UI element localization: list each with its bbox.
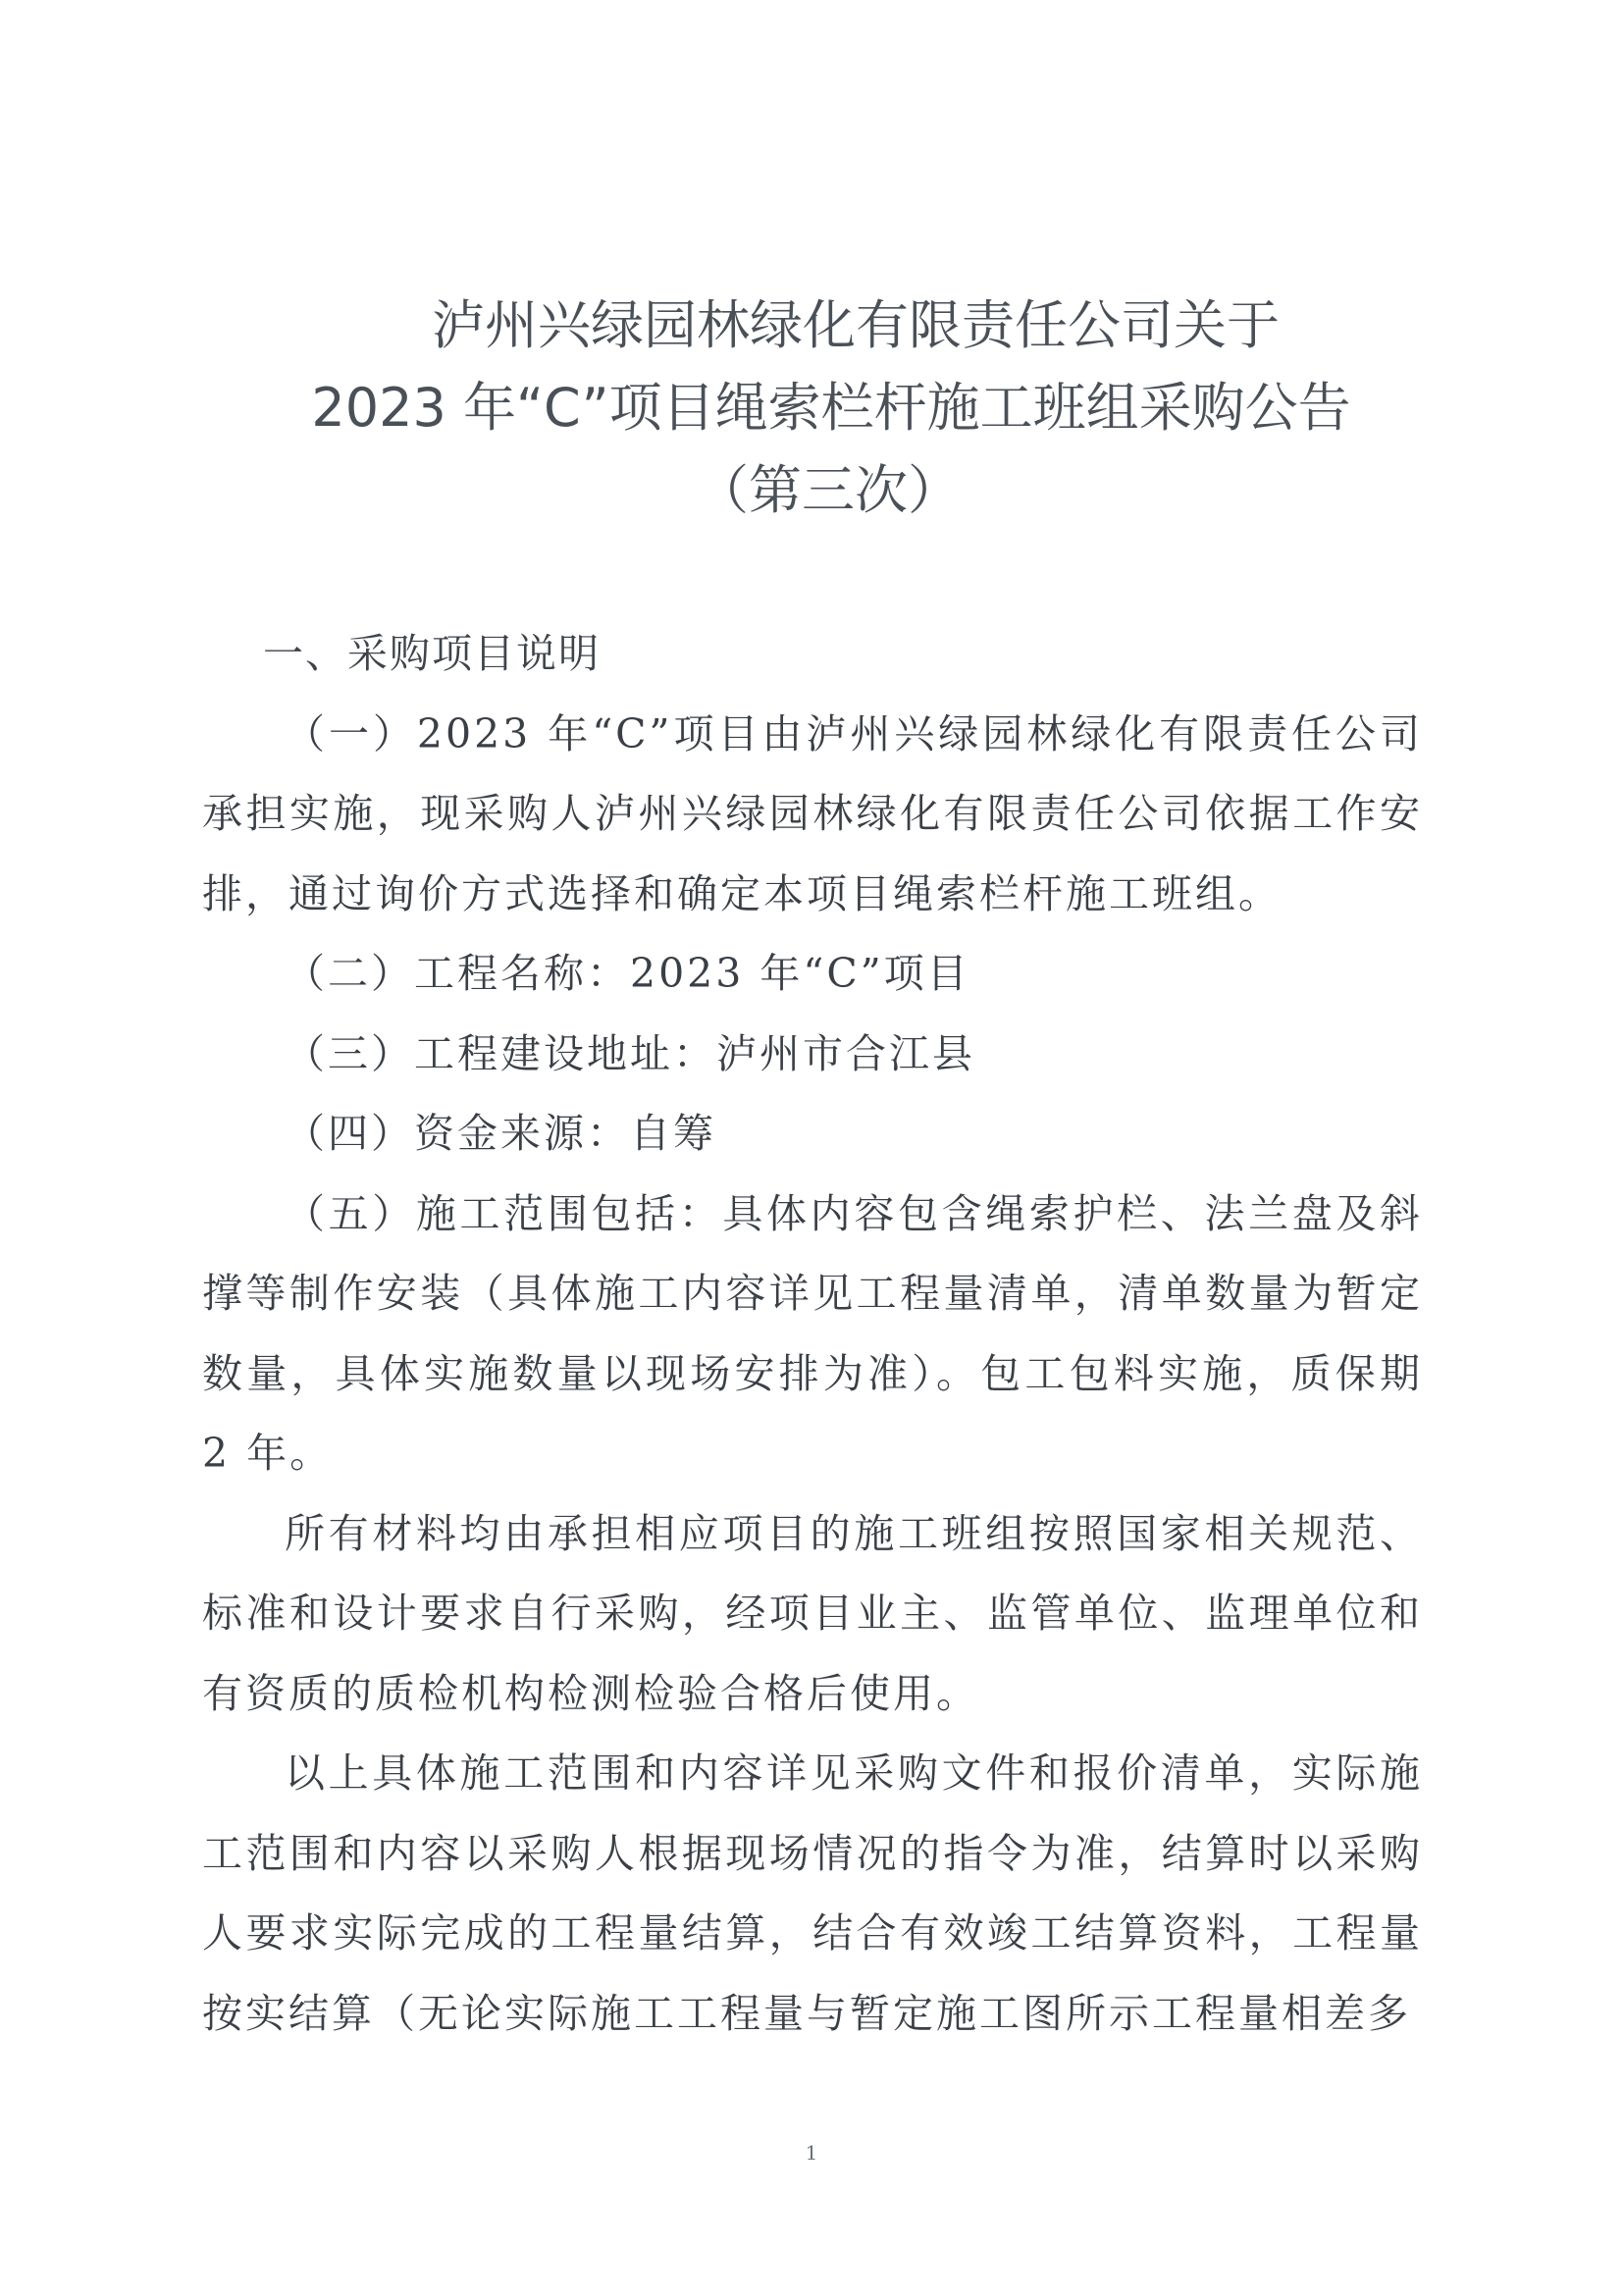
document-body (202, 614, 1423, 2054)
paragraph-project-name: （二）工程名称：2023 年“C”项目 (285, 950, 970, 997)
section-heading: 一、采购项目说明 (263, 630, 601, 677)
paragraph-item-1: （一）2023 年“C”项目由泸州兴绿园林绿化有限责任公司承担实施，现采购人泸州兴绿园林绿化有限责任公司依据工作安排，通过询价方式选择和确定本项目绳索栏杆施工班组。 (202, 709, 1423, 917)
document-title (0, 285, 1623, 532)
paragraph-materials: 所有材料均由承担相应项目的施工班组按照国家相关规范、标准和设计要求自行采购，经项目业主、监管单位、监理单位和有资质的质检机构检测检验合格后使用。 (202, 1509, 1423, 1717)
paragraph-settlement: 以上具体施工范围和内容详见采购文件和报价清单，实际施工范围和内容以采购人根据现场情况的指令为准，结算时以采购人要求实际完成的工程量结算，结合有效竣工结算资料，工程量按实结算（无论实际施工工程量与暂定施工图所示工程量相差多 (202, 1749, 1423, 2037)
page-number: 1 (805, 2141, 818, 2165)
paragraph-scope: （五）施工范围包括：具体内容包含绳索护栏、法兰盘及斜撑等制作安装（具体施工内容详见工程量清单，清单数量为暂定数量，具体实施数量以现场安排为准）。包工包料实施，质保期 2 年。 (202, 1189, 1423, 1477)
title-line-2: 2023 年“C”项目绳索栏杆施工班组采购公告 (311, 377, 1351, 439)
paragraph-project-address: （三）工程建设地址：泸州市合江县 (285, 1029, 975, 1077)
title-line-3: （第三次） (696, 459, 961, 521)
paragraph-fund-source: （四）资金来源：自筹 (285, 1110, 716, 1157)
title-line-1: 泸州兴绿园林绿化有限责任公司关于 (432, 294, 1280, 356)
